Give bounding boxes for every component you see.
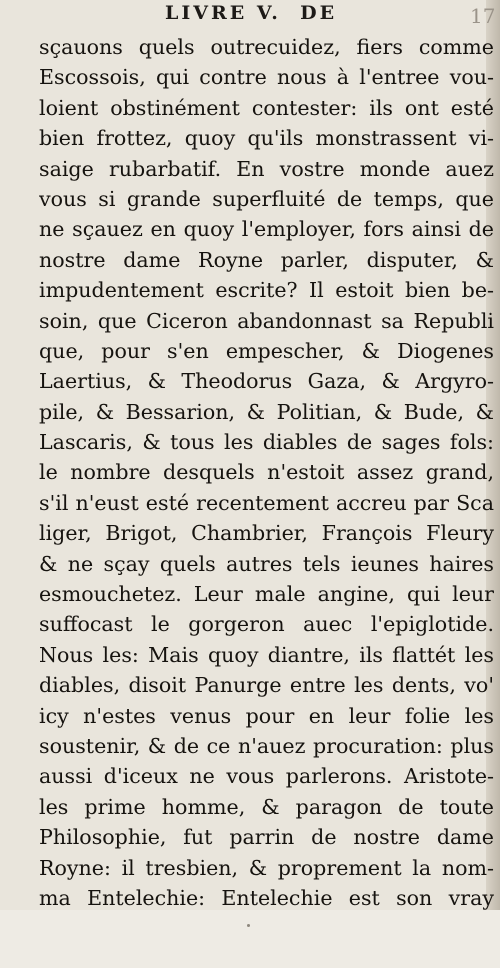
text-line: Nous les: Mais quoy diantre, ils flattét les [39,642,494,667]
text-line: nostre dame Royne parler, disputer, & [39,247,494,272]
text-line: saige rubarbatif. En vostre monde auez [39,156,494,181]
text-line: pile, & Bessarion, & Politian, & Bude, & [39,399,494,424]
text-line: soin, que Ciceron abandonnast sa Republi [39,308,494,333]
text-line: soustenir, & de ce n'auez procuration: plus [39,733,494,758]
text-line: esmouchetez. Leur male angine, qui leur [39,582,494,607]
text-line: impudentement escrite? Il estoit bien be- [39,278,494,303]
text-line: loient obstinément contester: ils ont esté [39,95,494,120]
text-line: aussi d'iceux ne vous parlerons. Aristote- [39,764,494,789]
running-head: LIVRE V. DE [165,2,338,24]
text-line: Laertius, & Theodorus Gaza, & Argyro- [39,369,494,394]
folio-number: 17 [470,4,496,28]
text-line: suffocast le gorgeron auec l'epiglotide. [39,612,494,637]
paper-speck [247,924,250,927]
text-line: vous si grande superfluité de temps, que [39,186,494,211]
text-line: icy n'estes venus pour en leur folie les [39,703,494,728]
text-line: ma Entelechie: Entelechie est son vray [39,885,494,910]
page-header [0,2,500,28]
text-line: que, pour s'en empescher, & Diogenes [39,338,494,363]
text-line: liger, Brigot, Chambrier, François Fleury [39,521,494,546]
text-line: s'il n'eust esté recentement accreu par Sca [39,490,494,515]
text-line: diables, disoit Panurge entre les dents, vo' [39,673,494,698]
text-line: le nombre desquels n'estoit assez grand, [39,460,494,485]
text-line: Lascaris, & tous les diables de sages fols: [39,430,494,455]
text-line: les prime homme, & paragon de toute [39,794,494,819]
body-text [39,32,494,913]
text-line: & ne sçay quels autres tels ieunes haires [39,551,494,576]
text-line: Philosophie, fut parrin de nostre dame [39,825,494,850]
text-line: Royne: il tresbien, & proprement la nom- [39,855,494,880]
bottom-margin [0,910,500,968]
text-line: ne sçauez en quoy l'employer, fors ainsi de [39,217,494,242]
text-line: sçauons quels outrecuidez, fiers comme [39,35,494,59]
text-line: Escossois, qui contre nous à l'entree vou- [39,65,494,90]
text-line: bien frottez, quoy qu'ils monstrassent vi- [39,126,494,151]
